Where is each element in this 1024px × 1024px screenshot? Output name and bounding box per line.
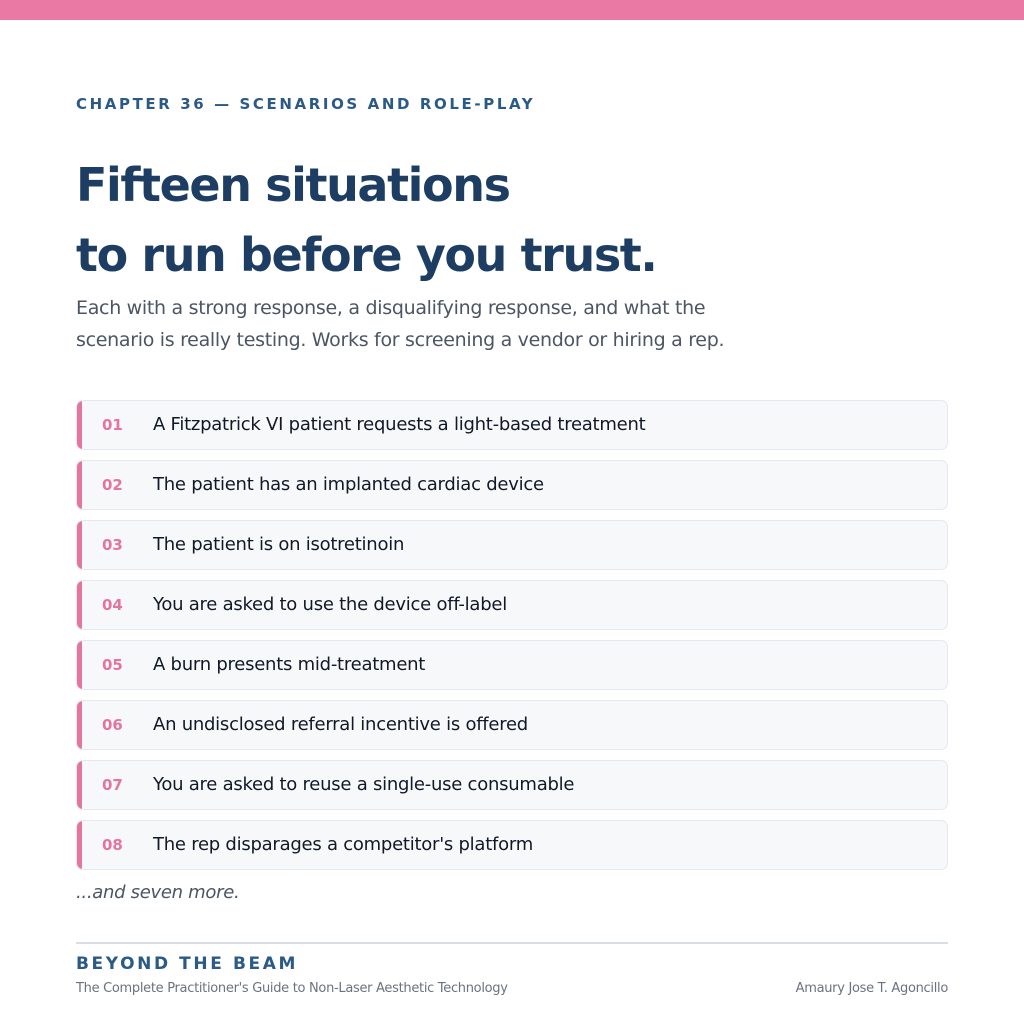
- scenario-item: [76, 640, 948, 690]
- scenario-number: 07: [102, 776, 123, 794]
- footer-subtitle: The Complete Practitioner's Guide to Non-Laser Aesthetic Technology: [76, 981, 508, 996]
- scenario-number: 04: [102, 596, 123, 614]
- scenario-accent-bar: [77, 761, 82, 809]
- scenario-item: [76, 760, 948, 810]
- footer-author: Amaury Jose T. Agoncillo: [795, 981, 948, 996]
- scenario-item: [76, 580, 948, 630]
- scenario-accent-bar: [77, 641, 82, 689]
- scenario-accent-bar: [77, 401, 82, 449]
- scenario-item: [76, 700, 948, 750]
- page-title: [76, 150, 956, 290]
- scenario-text: You are asked to reuse a single-use consumable: [153, 774, 575, 795]
- scenario-number: 02: [102, 476, 123, 494]
- scenario-text: A burn presents mid-treatment: [153, 654, 426, 675]
- scenario-text: A Fitzpatrick VI patient requests a light-based treatment: [153, 414, 646, 435]
- scenario-item: [76, 460, 948, 510]
- scenario-accent-bar: [77, 521, 82, 569]
- scenario-number: 03: [102, 536, 123, 554]
- footer-divider: [76, 942, 948, 944]
- scenario-item: [76, 820, 948, 870]
- top-accent-bar: [0, 0, 1024, 20]
- scenario-list: [76, 400, 948, 880]
- scenario-text: The patient has an implanted cardiac device: [153, 474, 544, 495]
- scenario-number: 01: [102, 416, 123, 434]
- scenario-text: The rep disparages a competitor's platform: [153, 834, 533, 855]
- scenario-accent-bar: [77, 461, 82, 509]
- page-title-line-2: to run before you trust.: [76, 228, 657, 282]
- scenario-number: 06: [102, 716, 123, 734]
- more-scenarios-note: ...and seven more.: [76, 882, 240, 903]
- scenario-text: An undisclosed referral incentive is offered: [153, 714, 528, 735]
- scenario-accent-bar: [77, 821, 82, 869]
- chapter-label: CHAPTER 36 — SCENARIOS AND ROLE-PLAY: [76, 95, 536, 113]
- page-subtitle-line-1: Each with a strong response, a disqualifying response, and what the: [76, 297, 706, 319]
- scenario-item: [76, 520, 948, 570]
- footer-brand: BEYOND THE BEAM: [76, 954, 298, 974]
- scenario-item: [76, 400, 948, 450]
- scenario-text: The patient is on isotretinoin: [153, 534, 405, 555]
- page-subtitle: [76, 292, 776, 356]
- page-title-line-1: Fifteen situations: [76, 158, 510, 212]
- page-subtitle-line-2: scenario is really testing. Works for screening a vendor or hiring a rep.: [76, 329, 725, 351]
- scenario-accent-bar: [77, 701, 82, 749]
- scenario-number: 08: [102, 836, 123, 854]
- scenario-accent-bar: [77, 581, 82, 629]
- scenario-text: You are asked to use the device off-label: [153, 594, 507, 615]
- scenario-number: 05: [102, 656, 123, 674]
